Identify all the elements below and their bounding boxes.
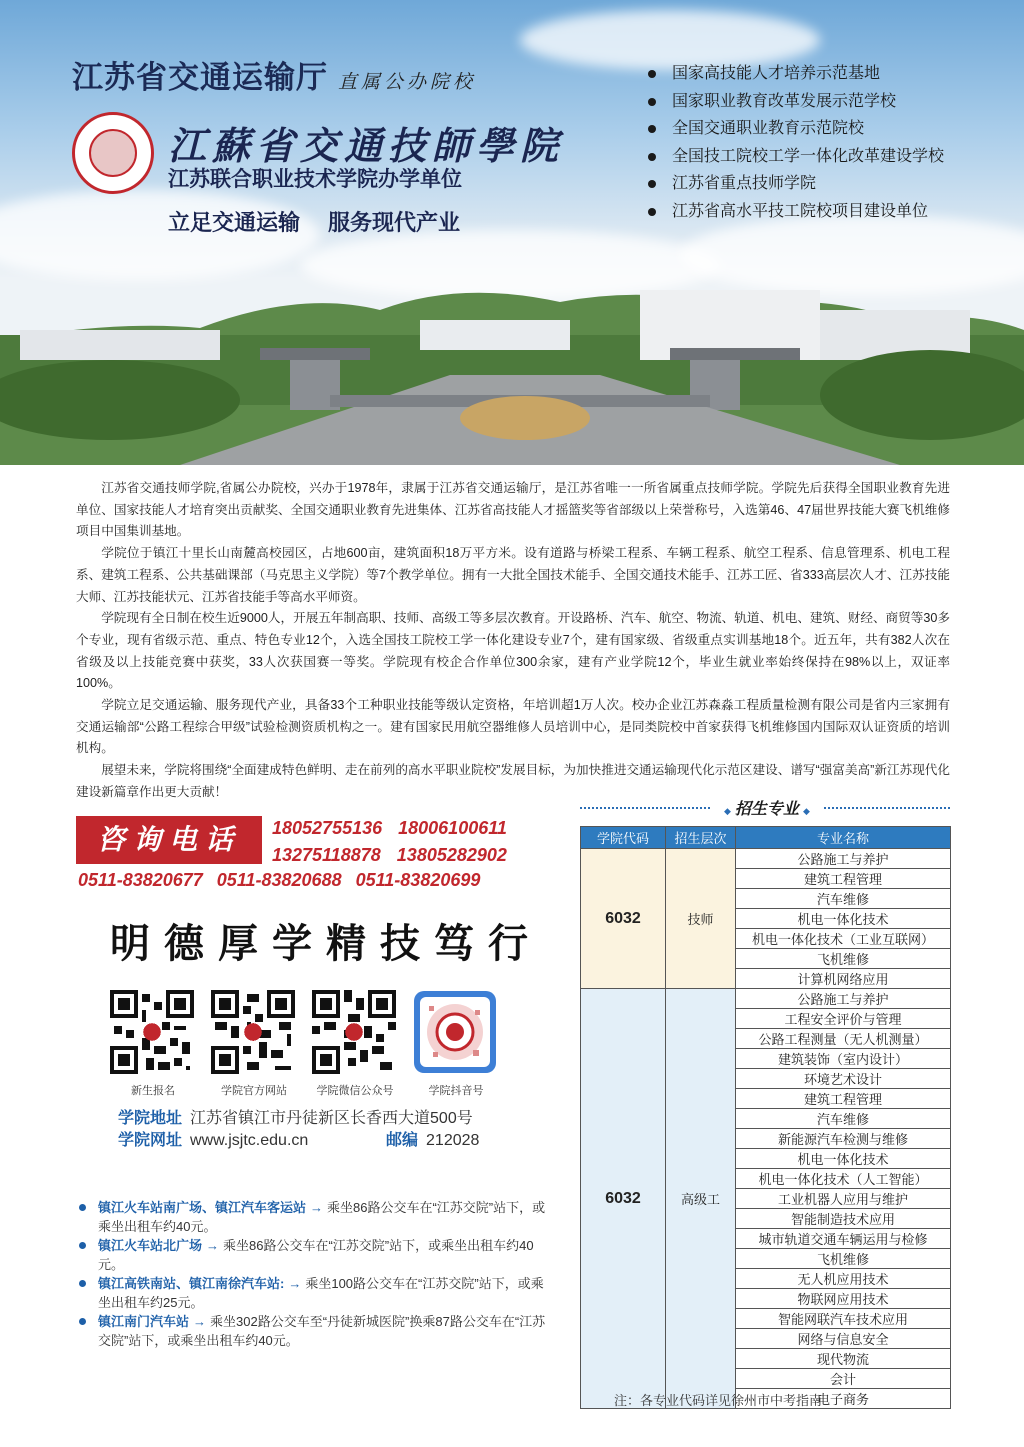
honor-item: 国家高技能人才培养示范基地 xyxy=(648,60,944,88)
arrow-icon: → xyxy=(310,1200,324,1215)
major-name: 物联网应用技术 xyxy=(736,1289,951,1309)
enroll-level: 技师 xyxy=(666,849,736,989)
route-item xyxy=(76,1312,546,1350)
route-station: 镇江南门汽车站 xyxy=(98,1314,190,1329)
landline-numbers xyxy=(78,870,494,891)
major-name: 机电一体化技术 xyxy=(736,909,951,929)
major-name: 计算机网络应用 xyxy=(736,969,951,989)
phone-number[interactable]: 0511-83820677 xyxy=(78,870,203,890)
honors-list xyxy=(648,60,944,225)
majors-table xyxy=(580,826,951,1409)
route-detail: 乘坐86路公交车在“江苏交院”站下，或乘坐出租车约40元。 xyxy=(98,1200,546,1234)
majors-group-technician xyxy=(581,849,951,989)
major-name: 公路工程测量（无人机测量） xyxy=(736,1029,951,1049)
route-station: 镇江高铁南站、镇江南徐汽车站: xyxy=(98,1276,285,1291)
campus-photo xyxy=(0,280,1024,465)
phone-number[interactable]: 13275118878 xyxy=(272,845,381,865)
phone-number[interactable]: 18052755136 xyxy=(272,818,383,838)
route-detail: 乘坐100路公交车在“江苏交院”站下，或乘坐出租车约25元。 xyxy=(98,1276,544,1310)
major-name: 机电一体化技术（人工智能） xyxy=(736,1169,951,1189)
major-name: 新能源汽车检测与维修 xyxy=(736,1129,951,1149)
majors-group-senior xyxy=(581,989,951,1409)
bureau-tag: 直属公办院校 xyxy=(338,71,477,93)
major-name: 飞机维修 xyxy=(736,949,951,969)
table-header: 学院代码 xyxy=(581,827,666,849)
school-slogan: 明德厚学精技笃行 xyxy=(110,920,542,967)
majors-title: ◆ 招生专业 ◆ xyxy=(710,796,824,819)
qr-code[interactable] xyxy=(413,990,499,1098)
major-name: 网络与信息安全 xyxy=(736,1329,951,1349)
intro-paragraph: 展望未来，学院将围绕“全面建成特色鲜明、走在前列的高水平职业院校”发展目标，为加快推进交通运输现代化示范区建设、谱写“强富美高”新江苏现代化建设新篇章作出更大贡献！ xyxy=(76,763,950,799)
qr-caption: 新生报名 xyxy=(131,1084,175,1097)
transport-routes xyxy=(76,1198,546,1350)
motto xyxy=(168,206,488,237)
qr-caption: 学院官方网站 xyxy=(221,1084,287,1097)
qr-code[interactable] xyxy=(110,990,196,1098)
address-value: 江苏省镇江市丹徒新区长香西大道500号 xyxy=(190,1110,473,1127)
qr-code-icon xyxy=(211,990,295,1074)
intro-text xyxy=(76,478,950,804)
table-header: 专业名称 xyxy=(736,827,951,849)
motto-part: 立足交通运输 xyxy=(168,210,301,235)
bureau-name: 江苏省交通运输厅 xyxy=(72,60,328,95)
qr-caption: 学院微信公众号 xyxy=(316,1084,394,1097)
intro-paragraph: 学院位于镇江十里长山南麓高校园区，占地600亩，建筑面积18万平方米。设有道路与桥梁工程系、车辆工程系、航空工程系、信息管理系、机电工程系、建筑工程系、公共基础课部（马克思主义学院）等7个教学单位。拥有一大批全国技术能手、全国交通技术能手、江苏工匠、省333高层次人才、江苏技能大师、江苏技能状元、江苏省技能手等高水平师资。 xyxy=(76,546,950,604)
route-item xyxy=(76,1236,546,1274)
table-row xyxy=(581,989,951,1009)
major-name: 汽车维修 xyxy=(736,1109,951,1129)
major-name: 建筑装饰（室内设计） xyxy=(736,1049,951,1069)
honor-item: 江苏省重点技师学院 xyxy=(648,170,944,198)
bureau-heading xyxy=(72,52,476,97)
qr-code[interactable] xyxy=(211,990,297,1098)
website-label: 学院网址 xyxy=(118,1132,183,1149)
honor-item: 全国交通职业教育示范院校 xyxy=(648,115,944,143)
intro-paragraph: 江苏省交通技师学院,省属公办院校，兴办于1978年，隶属于江苏省交通运输厅，是江苏省唯一一所省属重点技师学院。学院先后获得全国职业教育先进单位、国家技能人才培育突出贡献奖、全国交通职业教育先进集体、江苏省高技能人才摇篮奖等省部级以上荣誉称号，入选第46、47届世界技能大赛飞机维修项目中国集训基地。 xyxy=(76,481,950,539)
major-name: 城市轨道交通车辆运用与检修 xyxy=(736,1229,951,1249)
major-name: 工程安全评价与管理 xyxy=(736,1009,951,1029)
major-name: 智能网联汽车技术应用 xyxy=(736,1309,951,1329)
major-name: 无人机应用技术 xyxy=(736,1269,951,1289)
address-label: 学院地址 xyxy=(118,1110,183,1127)
zip-value: 212028 xyxy=(426,1132,480,1149)
phone-number[interactable]: 0511-83820688 xyxy=(216,870,342,890)
zip-label: 邮编 xyxy=(386,1132,419,1149)
major-name: 汽车维修 xyxy=(736,889,951,909)
major-name: 智能制造技术应用 xyxy=(736,1209,951,1229)
honor-item: 全国技工院校工学一体化改革建设学校 xyxy=(648,143,944,171)
hotline-label: 咨询电话 xyxy=(76,816,262,864)
route-detail: 乘坐302路公交车至“丹徒新城医院”换乘87路公交车在“江苏交院”站下，或乘坐出租车约40元。 xyxy=(98,1314,546,1348)
major-name: 建筑工程管理 xyxy=(736,869,951,889)
qr-code[interactable] xyxy=(312,990,398,1098)
table-row xyxy=(581,849,951,869)
qr-code-row xyxy=(110,990,514,1098)
major-name: 现代物流 xyxy=(736,1349,951,1369)
majors-note: 注：各专业代码详见徐州市中考指南 xyxy=(614,1393,823,1408)
union-note: 江苏联合职业技术学院办学单位 xyxy=(168,168,462,191)
major-name: 公路施工与养护 xyxy=(736,989,951,1009)
arrow-icon: → xyxy=(288,1276,302,1291)
arrow-icon: → xyxy=(206,1238,220,1253)
motto-part: 服务现代产业 xyxy=(328,210,461,235)
school-logo-icon xyxy=(72,112,154,194)
route-item xyxy=(76,1198,546,1236)
major-name: 电子商务 xyxy=(736,1389,951,1409)
major-name: 公路施工与养护 xyxy=(736,849,951,869)
majors-heading xyxy=(580,796,950,818)
intro-paragraph: 学院立足交通运输、服务现代产业，具备33个工种职业技能等级认定资格，年培训超1万人次。校办企业江苏森淼工程质量检测有限公司是省内三家拥有交通运输部“公路工程综合甲级”试验检测资质机构之一。建有国家民用航空器维修人员培训中心，是同类院校中首家获得飞机维修国内国际双认证资质的培训机构。 xyxy=(76,698,950,756)
arrow-icon: → xyxy=(193,1314,207,1329)
major-name: 机电一体化技术 xyxy=(736,1149,951,1169)
mobile-numbers xyxy=(272,815,523,869)
school-code: 6032 xyxy=(581,849,666,989)
major-name: 环境艺术设计 xyxy=(736,1069,951,1089)
hero-banner xyxy=(0,0,1024,465)
qr-caption: 学院抖音号 xyxy=(428,1084,484,1097)
website-link[interactable]: www.jsjtc.edu.cn xyxy=(190,1132,309,1149)
honor-item: 国家职业教育改革发展示范学校 xyxy=(648,88,944,116)
major-name: 建筑工程管理 xyxy=(736,1089,951,1109)
route-station: 镇江火车站北广场 xyxy=(98,1238,203,1253)
douyin-qr-icon xyxy=(413,990,497,1074)
major-name: 工业机器人应用与维护 xyxy=(736,1189,951,1209)
major-name: 飞机维修 xyxy=(736,1249,951,1269)
route-item xyxy=(76,1274,546,1312)
phone-number[interactable]: 0511-83820699 xyxy=(355,870,481,890)
intro-paragraph: 学院现有全日制在校生近9000人，开展五年制高职、技师、高级工等多层次教育。开设路桥、汽车、航空、物流、轨道、机电、建筑、财经、商贸等30多个专业，现有省级示范、重点、特色专业12个，入选全国技工院校工学一体化建设专业7个，建有国家级、省级重点实训基地18个。近五年，共有382人次在省级及以上技能竞赛中获奖，33人次获国赛一等奖。学院现有校企合作单位300余家，建有产业学院12个，毕业生就业率始终保持在98%以上，双证率100%。 xyxy=(76,611,950,691)
table-header: 招生层次 xyxy=(666,827,736,849)
school-name: 江蘇省交通技師學院 xyxy=(168,122,565,168)
enroll-level: 高级工 xyxy=(666,989,736,1409)
qr-code-icon xyxy=(110,990,194,1074)
contact-info xyxy=(118,1108,480,1152)
school-code: 6032 xyxy=(581,989,666,1409)
route-station: 镇江火车站南广场、镇江汽车客运站 xyxy=(98,1200,307,1215)
qr-code-icon xyxy=(312,990,396,1074)
major-name: 会计 xyxy=(736,1369,951,1389)
honor-item: 江苏省高水平技工院校项目建设单位 xyxy=(648,198,944,226)
phone-number[interactable]: 13805282902 xyxy=(396,845,507,865)
phone-number[interactable]: 18006100611 xyxy=(398,818,507,838)
major-name: 机电一体化技术（工业互联网） xyxy=(736,929,951,949)
route-detail: 乘坐86路公交车在“江苏交院”站下，或乘坐出租车约40元。 xyxy=(98,1238,534,1272)
